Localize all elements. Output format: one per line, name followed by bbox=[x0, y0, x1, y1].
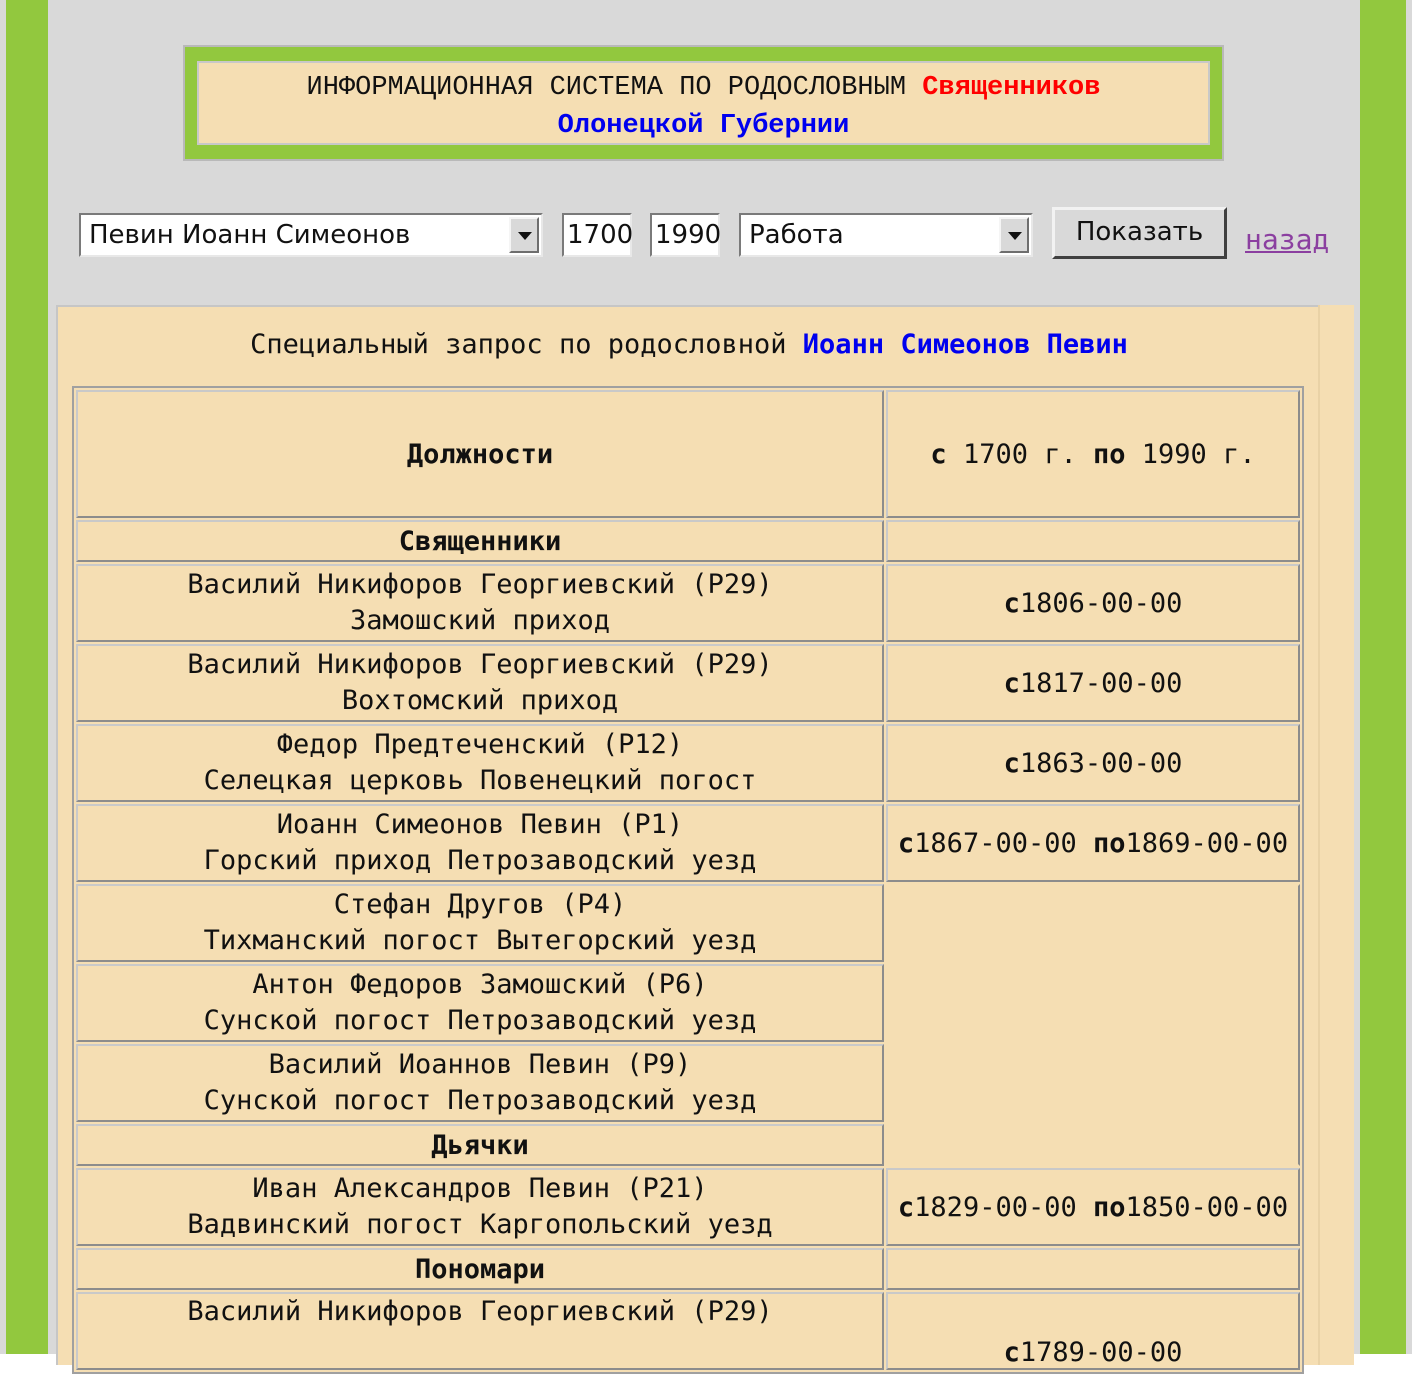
left-green-border bbox=[6, 0, 48, 1354]
year-from-input[interactable]: 1700 bbox=[562, 213, 632, 257]
period-to: 1850-00-00 bbox=[1125, 1191, 1289, 1223]
position-cell bbox=[76, 1044, 884, 1122]
period-cell bbox=[886, 804, 1300, 882]
person-name: Иван Александров Певин (P21) bbox=[252, 1173, 708, 1204]
parish-name: Горский приход Петрозаводский уезд bbox=[203, 845, 757, 876]
section-row bbox=[76, 1248, 1300, 1290]
period-cell bbox=[886, 724, 1300, 802]
section-row bbox=[76, 520, 1300, 562]
period-to: 1869-00-00 bbox=[1125, 827, 1289, 859]
period-c: с bbox=[1003, 1337, 1020, 1368]
person-name: Василий Иоаннов Певин (P9) bbox=[268, 1049, 692, 1080]
parish-name: Вадвинский погост Каргопольский уезд bbox=[187, 1209, 773, 1240]
col-header-positions: Должности bbox=[76, 390, 884, 518]
person-name: Иоанн Симеонов Певин (P1) bbox=[276, 809, 684, 840]
period-from: 1829-00-00 bbox=[914, 1191, 1077, 1223]
period-c: с bbox=[897, 1191, 915, 1223]
banner-title-priests: Священников bbox=[922, 73, 1101, 103]
category-select-value: Работа bbox=[749, 220, 844, 250]
position-cell bbox=[76, 1168, 884, 1246]
period-from: 1817-00-00 bbox=[1019, 667, 1183, 699]
results-panel-edge bbox=[1318, 305, 1354, 1365]
position-cell bbox=[76, 884, 884, 962]
parish-name: Селецкая церковь Повенецкий погост bbox=[203, 765, 757, 796]
person-select-value: Певин Иоанн Симеонов bbox=[89, 220, 411, 250]
show-button[interactable]: Показать bbox=[1052, 207, 1227, 259]
person-name: Стефан Другов (P4) bbox=[333, 889, 627, 920]
parish-name: Тихманский погост Вытегорский уезд bbox=[203, 925, 757, 956]
parish-name: Замошский приход bbox=[349, 605, 611, 636]
position-cell bbox=[76, 1292, 884, 1370]
title-banner-inner bbox=[197, 61, 1210, 145]
query-heading bbox=[58, 329, 1320, 360]
year-to-input[interactable]: 1990 bbox=[650, 213, 720, 257]
position-cell bbox=[76, 964, 884, 1042]
period-cell bbox=[886, 564, 1300, 642]
position-cell bbox=[76, 564, 884, 642]
period-from: 1806-00-00 bbox=[1019, 587, 1183, 619]
empty-cell bbox=[886, 520, 1300, 562]
period-cell bbox=[886, 1292, 1300, 1370]
query-person-name: Иоанн Симеонов Певин bbox=[802, 329, 1128, 360]
section-title-sextons: Пономари bbox=[76, 1248, 884, 1290]
person-name: Василий Никифоров Георгиевский (P29) bbox=[187, 649, 773, 680]
parish-name: Сунской погост Петрозаводский уезд bbox=[203, 1005, 757, 1036]
period-c: с bbox=[897, 827, 915, 859]
table-row bbox=[76, 884, 1300, 962]
period-from: 1863-00-00 bbox=[1019, 747, 1183, 779]
person-name: Антон Федоров Замошский (P6) bbox=[252, 969, 708, 1000]
query-prefix: Специальный запрос по родословной bbox=[250, 329, 787, 360]
period-c: с bbox=[930, 438, 947, 470]
banner-title-region: Олонецкой Губернии bbox=[557, 111, 850, 141]
position-cell bbox=[76, 804, 884, 882]
table-row bbox=[76, 644, 1300, 722]
period-c: с bbox=[1003, 587, 1020, 619]
chevron-down-icon[interactable] bbox=[509, 217, 539, 253]
period-from: 1867-00-00 bbox=[914, 827, 1077, 859]
empty-period-cell bbox=[886, 884, 1300, 1166]
period-cell bbox=[886, 644, 1300, 722]
period-po: по bbox=[1093, 1191, 1126, 1223]
period-from: 1789-00-00 bbox=[1019, 1337, 1183, 1368]
position-cell bbox=[76, 724, 884, 802]
person-name: Василий Никифоров Георгиевский (P29) bbox=[187, 569, 773, 600]
back-link[interactable]: назад bbox=[1245, 223, 1330, 256]
table-row bbox=[76, 564, 1300, 642]
parish-name: Вохтомский приход bbox=[341, 685, 619, 716]
table-row bbox=[76, 1292, 1300, 1370]
section-title-clerks: Дьячки bbox=[76, 1124, 884, 1166]
table-header-row bbox=[76, 390, 1300, 518]
positions-table bbox=[72, 386, 1304, 1374]
period-from: 1700 г. bbox=[962, 438, 1077, 470]
parish-name: Сунской погост Петрозаводский уезд bbox=[203, 1085, 757, 1116]
chevron-down-icon[interactable] bbox=[999, 217, 1029, 253]
position-cell bbox=[76, 644, 884, 722]
period-c: с bbox=[1003, 747, 1020, 779]
person-name: Федор Предтеченский (P12) bbox=[276, 729, 684, 760]
title-banner bbox=[183, 45, 1224, 161]
right-green-border bbox=[1360, 0, 1406, 1354]
category-select[interactable] bbox=[739, 213, 1033, 257]
banner-title-prefix: ИНФОРМАЦИОННАЯ СИСТЕМА ПО РОДОСЛОВНЫМ bbox=[306, 73, 907, 103]
table-row bbox=[76, 804, 1300, 882]
query-controls bbox=[0, 205, 1412, 265]
col-header-period bbox=[886, 390, 1300, 518]
period-po: по bbox=[1093, 827, 1126, 859]
section-title-priests: Священники bbox=[76, 520, 884, 562]
person-select[interactable] bbox=[79, 213, 543, 257]
period-to: 1990 г. bbox=[1141, 438, 1256, 470]
banner-line-1 bbox=[199, 69, 1208, 107]
empty-cell bbox=[886, 1248, 1300, 1290]
person-name: Василий Никифоров Георгиевский (P29) bbox=[187, 1296, 773, 1327]
period-c: с bbox=[1003, 667, 1020, 699]
period-po: по bbox=[1093, 438, 1126, 470]
table-row bbox=[76, 1168, 1300, 1246]
period-cell bbox=[886, 1168, 1300, 1246]
table-row bbox=[76, 724, 1300, 802]
